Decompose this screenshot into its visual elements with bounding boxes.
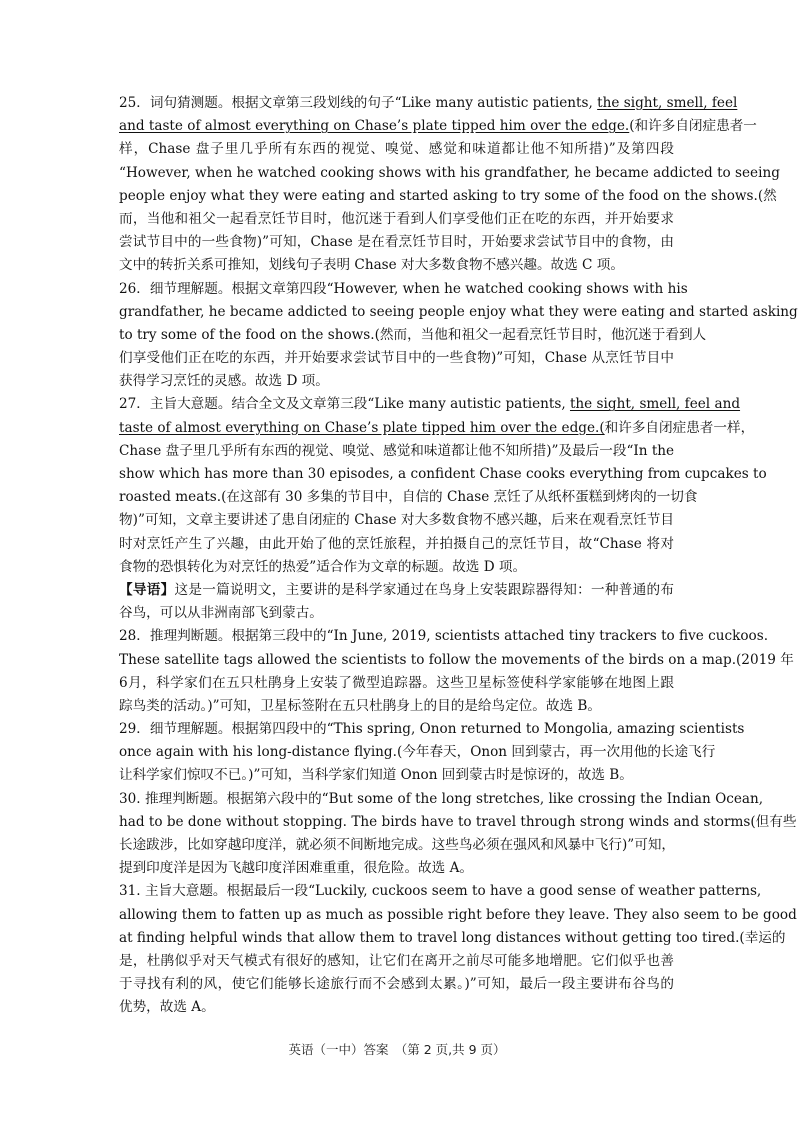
text-line (119, 834, 674, 857)
text-segment: 们享受他们正在吃的东西，并开始要求尝试节目中的一些食物)”可知，Chase 从烹饪节目中 (119, 350, 674, 367)
underlined-text: the sight, smell, feel and (569, 396, 741, 413)
text-segment: 优势，故选 A。 (119, 999, 215, 1016)
text-segment: once again with his long-distance flying.(今年春天，Onon 回到蒙古，再一次用他的长途飞行 (119, 744, 716, 761)
underlined-text: and taste of almost everything on Chase’s plate tipped him over the edge. (119, 118, 630, 135)
text-line (119, 811, 797, 834)
text-line (119, 509, 674, 532)
text-segment: 时对烹饪产生了兴趣，由此开始了他的烹饪旅程，并拍摄自己的烹饪节目，故“Chase 将对 (119, 535, 674, 552)
text-segment: 25．词句猜测题。根据文章第三段划线的句子“Like many autistic patients, (119, 95, 598, 111)
text-segment: 是，杜鹃似乎对天气模式有很好的感知，让它们在离开之前尽可能多地增肥。它们似乎也善 (119, 952, 674, 969)
text-segment: These satellite tags allowed the scientists to follow the movements of the birds on a map.(2019 年 (119, 651, 794, 668)
text-segment: 30. 推理判断题。根据第六段中的“But some of the long stretches, like crossing the Indian Ocean, (119, 790, 764, 807)
text-segment: roasted meats.(在这部有 30 多集的节目中，自信的 Chase 烹饪了从纸杯蛋糕到烤肉的一切食 (119, 489, 698, 506)
text-line (119, 301, 798, 324)
text-segment: 这是一篇说明文，主要讲的是科学家通过在鸟身上安装跟踪器得知：一种普通的布 (174, 581, 674, 598)
underlined-text: the sight, smell, feel (597, 95, 738, 111)
underlined-text: taste of almost everything on Chase’s plate tipped him over the edge.( (119, 419, 605, 436)
text-line (119, 927, 786, 950)
text-segment: (和许多自闭症患者一 (629, 118, 757, 135)
text-segment: at finding helpful winds that allow them to travel long distances without getting too tired.(幸运的 (119, 929, 786, 946)
text-segment: show which has more than 30 episodes, a confident Chase cooks everything from cupcakes to (119, 466, 767, 482)
text-line (119, 486, 698, 509)
text-segment: had to be done without stopping. The birds have to travel through strong winds and storms(但有些 (119, 813, 797, 830)
text-line (119, 857, 674, 880)
text-segment: 物)”可知，文章主要讲述了患自闭症的 Chase 对大多数食物不感兴趣，后来在观看烹饪节目 (119, 512, 674, 529)
text-line (119, 718, 745, 741)
text-segment: 31. 主旨大意题。根据最后一段“Luckily, cuckoos seem to have a good sense of weather patterns, (119, 883, 762, 900)
text-segment: 于寻找有利的风，使它们能够长途旅行而不会感到太累。)”可知，最后一段主要讲布谷鸟的 (119, 976, 674, 993)
text-line (119, 347, 674, 370)
text-line (119, 950, 674, 973)
text-line (119, 208, 674, 231)
text-segment: 提到印度洋是因为飞越印度洋困难重重，很危险。故选 A。 (119, 860, 473, 877)
text-segment: 文中的转折关系可推知，划线句子表明 Chase 对大多数食物不感兴趣。故选 C 项。 (119, 257, 624, 274)
page-footer: 英语（一中）答案 （第 2 页,共 9 页） (288, 1042, 506, 1057)
text-line (119, 463, 767, 486)
text-segment: Chase 盘子里几乎所有东西的视觉、嗅觉、感觉和味道都让他不知所措)”及最后一段“In the (119, 442, 675, 459)
text-segment: to try some of the food on the shows.(然而，当他和祖父一起看烹饪节目时，他沉迷于看到人 (119, 326, 707, 343)
text-segment: people enjoy what they were eating and started asking to try some of the food on the shows.(然 (119, 187, 777, 204)
text-line (119, 880, 762, 903)
text-line (119, 741, 716, 764)
text-line (119, 115, 757, 138)
text-line (119, 649, 794, 672)
text-segment: 样，Chase 盘子里几乎所有东西的视觉、嗅觉、感觉和味道都让他不知所措)”及第四段 (119, 141, 674, 158)
text-line (119, 672, 674, 695)
text-line (119, 602, 674, 625)
text-line (119, 138, 674, 161)
text-line (119, 278, 688, 301)
text-segment: 让科学家们惊叹不已。)”可知，当科学家们知道 Onon 回到蒙古时是惊讶的，故选 B。 (119, 767, 633, 784)
text-line (119, 231, 674, 254)
text-segment: 谷鸟，可以从非洲南部飞到蒙古。 (119, 605, 323, 622)
text-segment: grandfather, he became addicted to seeing people enjoy what they were eating and started asking (119, 303, 798, 320)
text-segment: allowing them to fatten up as much as possible right before they leave. They also seem to be good (119, 906, 797, 923)
text-segment: 踪鸟类的活动。)”可知，卫星标签附在五只杜鹃身上的目的是给鸟定位。故选 B。 (119, 697, 601, 714)
text-segment: 6月，科学家们在五只杜鹃身上安装了微型追踪器。这些卫星标签使科学家能够在地图上跟 (119, 674, 674, 691)
text-segment: 获得学习烹饪的灵感。故选 D 项。 (119, 373, 329, 390)
text-line (119, 324, 707, 347)
text-line (119, 185, 777, 208)
text-line (119, 556, 674, 579)
text-line (119, 417, 755, 440)
text-line (119, 162, 780, 185)
text-segment: 长途跋涉，比如穿越印度洋，就必须不间断地完成。这些鸟必须在强风和风暴中飞行)”可知， (119, 837, 675, 853)
text-line (119, 92, 738, 115)
text-line (119, 764, 674, 787)
text-line (119, 973, 674, 996)
text-segment: 29．细节理解题。根据第四段中的“This spring, Onon returned to Mongolia, amazing scientists (119, 721, 745, 738)
text-line (119, 625, 769, 648)
text-line (119, 254, 674, 277)
text-segment: 尝试节目中的一些食物)”可知，Chase 是在看烹饪节目时，开始要求尝试节目中的食物，由 (119, 234, 674, 251)
text-segment: 27．主旨大意题。结合全文及文章第三段“Like many autistic patients, (119, 396, 570, 413)
text-line (119, 393, 741, 416)
text-line (119, 695, 674, 718)
bold-label: 【导语】 (119, 581, 175, 598)
text-line (119, 440, 674, 463)
text-line (119, 904, 797, 927)
text-segment: 26．细节理解题。根据文章第四段“However, when he watched cooking shows with his (119, 280, 688, 297)
text-segment: 28．推理判断题。根据第三段中的“In June, 2019, scientists attached tiny trackers to five cuckoos. (119, 628, 769, 645)
text-line (119, 996, 674, 1019)
answer-document (119, 92, 798, 1020)
text-segment: 食物的恐惧转化为对烹饪的热爱”适合作为文章的标题。故选 D 项。 (119, 558, 527, 575)
text-segment: 而，当他和祖父一起看烹饪节目时，他沉迷于看到人们享受他们正在吃的东西，并开始要求 (119, 210, 674, 227)
text-line (119, 788, 764, 811)
text-line (119, 370, 674, 393)
text-line (119, 533, 674, 556)
text-line (119, 579, 674, 602)
text-segment: 和许多自闭症患者一样， (604, 419, 755, 436)
text-segment: “However, when he watched cooking shows with his grandfather, he became addicted to seeing (119, 164, 780, 181)
